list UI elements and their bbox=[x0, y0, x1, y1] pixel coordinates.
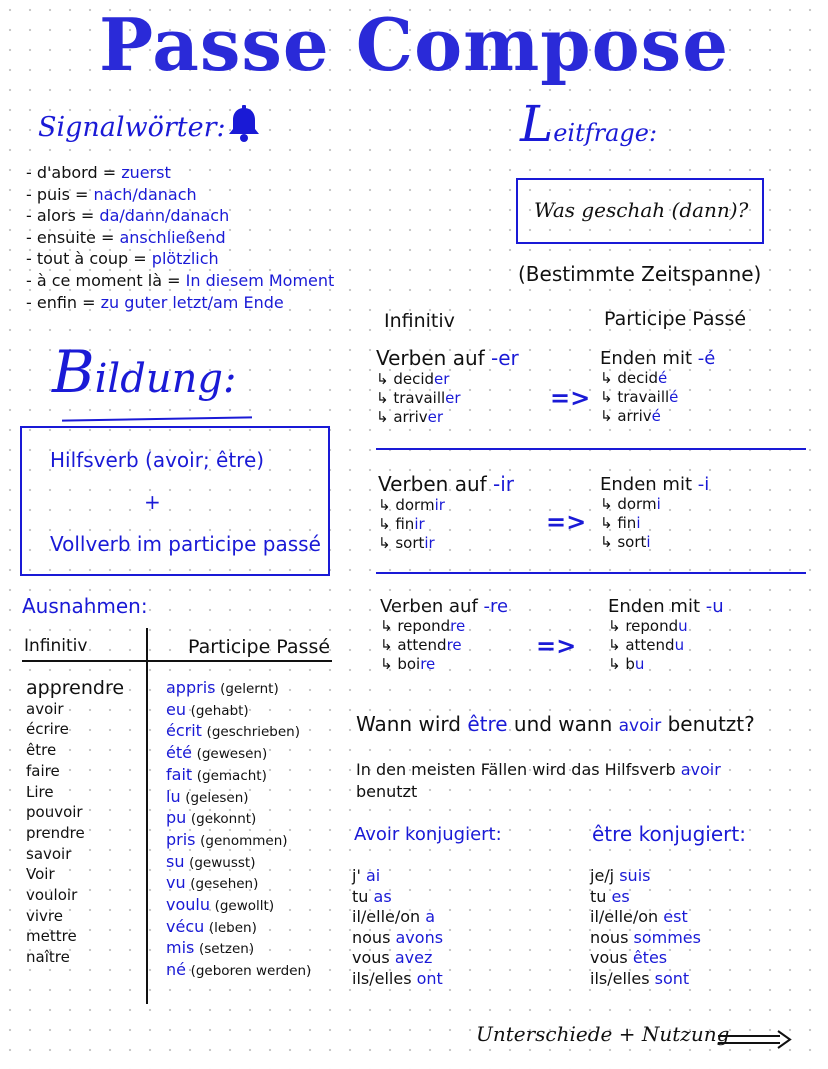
conj-pronoun: il/elle/on bbox=[352, 907, 421, 927]
conj-pronoun: il/elle/on bbox=[590, 907, 659, 927]
conj-verb: as bbox=[373, 886, 392, 906]
ausnahmen-translation: (setzen) bbox=[198, 941, 255, 958]
leitfrage-title bbox=[520, 95, 657, 153]
signal-fr: - d'abord = bbox=[26, 163, 117, 182]
ausnahmen-infinitiv: Lire bbox=[26, 782, 54, 801]
pp-stem: sort bbox=[617, 533, 647, 551]
conj-row bbox=[590, 969, 701, 990]
ausnahmen-infinitiv: vouloir bbox=[26, 886, 78, 905]
pp-stem: decid bbox=[617, 369, 659, 387]
ausnahmen-infinitiv: avoir bbox=[26, 699, 64, 718]
bildung-line2: Vollverb im participe passé bbox=[50, 532, 321, 556]
rule-head: Enden mit bbox=[600, 474, 693, 495]
ausnahmen-row bbox=[166, 873, 311, 895]
signal-item bbox=[26, 292, 334, 314]
pp-ending: i bbox=[656, 495, 661, 513]
ausnahmen-participe: fait bbox=[166, 764, 193, 784]
verb-stem: boi bbox=[397, 655, 421, 673]
bildung-plus: + bbox=[144, 490, 161, 514]
ausnahmen-translation: (genommen) bbox=[200, 832, 288, 849]
conj-verb: sommes bbox=[633, 927, 701, 947]
ausnahmen-row bbox=[166, 895, 311, 917]
rules-header-participe: Participe Passé bbox=[604, 308, 747, 330]
signal-de: zu guter letzt/am Ende bbox=[100, 292, 284, 312]
ausnahmen-participe-column bbox=[166, 678, 311, 982]
ausnahmen-row bbox=[166, 960, 311, 982]
ausnahmen-participe: vu bbox=[166, 873, 186, 893]
conj-row bbox=[352, 948, 443, 969]
rule-group-re-left: Verben auf -re ↳ repondre ↳ attendre ↳ boire bbox=[380, 596, 509, 673]
ausnahmen-infinitiv: Voir bbox=[26, 865, 55, 884]
pp-ending: u bbox=[674, 636, 685, 654]
conj-row bbox=[352, 969, 443, 990]
ausnahmen-row bbox=[166, 721, 311, 743]
rule-group-ir-left: Verben auf -ir ↳ dormir ↳ finir ↳ sortir bbox=[378, 472, 515, 552]
pp-ending: i bbox=[636, 514, 641, 532]
usage-question bbox=[356, 712, 755, 736]
signal-item bbox=[26, 248, 334, 270]
verb-ending: ir bbox=[414, 515, 425, 533]
ausnahmen-infinitiv-column bbox=[26, 678, 124, 968]
pp-ending: i bbox=[646, 533, 651, 551]
ausnahmen-translation: (leben) bbox=[208, 919, 257, 936]
signal-de: anschließend bbox=[119, 227, 226, 247]
rule-suffix: -re bbox=[483, 596, 509, 617]
conj-verb: a bbox=[425, 907, 436, 927]
verb-stem: sort bbox=[395, 534, 425, 552]
conj-verb: ont bbox=[416, 968, 443, 988]
ausnahmen-translation: (gekonnt) bbox=[190, 811, 257, 828]
verb-stem: repond bbox=[397, 617, 451, 635]
ausnahmen-translation: (geboren werden) bbox=[190, 963, 312, 980]
rule-suffix: -i bbox=[697, 474, 710, 495]
conj-pronoun: ils/elles bbox=[352, 968, 412, 988]
etre-conj-table bbox=[590, 866, 701, 990]
ausnahmen-title: Ausnahmen: bbox=[22, 594, 148, 618]
double-arrow-right-icon bbox=[718, 1030, 794, 1050]
pp-ending: u bbox=[634, 655, 645, 673]
ausnahmen-row bbox=[166, 938, 311, 960]
usage-q-text: und wann bbox=[513, 712, 613, 736]
ausnahmen-translation: (gewollt) bbox=[214, 898, 275, 915]
rules-header-infinitiv: Infinitiv bbox=[384, 310, 455, 332]
conj-verb: es bbox=[611, 886, 630, 906]
rule-head: Verben auf bbox=[380, 596, 478, 617]
conj-verb: avez bbox=[394, 948, 433, 968]
rule-group-er-right: Enden mit -é ↳ decidé ↳ travaillé ↳ arrivé bbox=[600, 348, 716, 425]
ausnahmen-infinitiv: apprendre bbox=[26, 677, 125, 699]
ausnahmen-infinitiv: être bbox=[26, 741, 57, 760]
signal-fr: - tout à coup = bbox=[26, 249, 147, 269]
ausnahmen-infinitiv: naître bbox=[26, 948, 70, 967]
conj-verb: êtes bbox=[632, 948, 668, 968]
pp-stem: repond bbox=[625, 617, 679, 635]
rule-suffix: -u bbox=[705, 596, 724, 617]
signal-de: zuerst bbox=[121, 163, 171, 182]
ausnahmen-translation: (geschrieben) bbox=[206, 724, 301, 741]
etre-conj-title: être konjugiert: bbox=[592, 822, 746, 846]
bildung-initial: B bbox=[52, 338, 95, 406]
pp-stem: dorm bbox=[617, 495, 657, 513]
pp-ending: é bbox=[651, 407, 661, 425]
ausnahmen-row bbox=[166, 678, 311, 700]
ausnahmen-translation: (gemacht) bbox=[196, 767, 267, 784]
verb-stem: decid bbox=[393, 370, 435, 388]
usage-note-text: In den meisten Fällen wird das Hilfsverb bbox=[356, 760, 676, 779]
ausnahmen-infinitiv: savoir bbox=[26, 844, 72, 863]
signal-fr: - ensuite = bbox=[26, 227, 115, 247]
ausnahmen-participe: né bbox=[166, 960, 186, 980]
pp-ending: é bbox=[658, 369, 668, 387]
verb-ending: re bbox=[450, 617, 466, 635]
pp-stem: b bbox=[625, 655, 635, 673]
conj-pronoun: vous bbox=[590, 948, 628, 968]
pp-stem: attend bbox=[625, 636, 675, 654]
leitfrage-note: (Bestimmte Zeitspanne) bbox=[518, 262, 762, 286]
rule-group-re-right: Enden mit -u ↳ repondu ↳ attendu ↳ bu bbox=[608, 596, 724, 673]
footer-next-topic: Unterschiede + Nutzung bbox=[476, 1022, 730, 1046]
signal-item bbox=[26, 227, 334, 249]
conj-pronoun: tu bbox=[352, 886, 369, 906]
leitfrage-rest: eitfrage: bbox=[553, 119, 658, 147]
ausnahmen-translation: (gewusst) bbox=[189, 854, 256, 871]
ausnahmen-header-line bbox=[22, 660, 332, 662]
verb-stem: dorm bbox=[395, 496, 435, 514]
ausnahmen-infinitiv: écrire bbox=[26, 720, 69, 739]
rule-head: Enden mit bbox=[600, 348, 693, 369]
ausnahmen-column-line bbox=[146, 628, 148, 1004]
ausnahmen-row bbox=[166, 787, 311, 809]
leitfrage-initial: L bbox=[520, 95, 554, 153]
ausnahmen-participe: écrit bbox=[166, 721, 202, 741]
rule-arrow: => bbox=[550, 384, 591, 412]
ausnahmen-col-participe: Participe Passé bbox=[188, 636, 331, 658]
signalwoerter-list bbox=[26, 162, 334, 313]
ausnahmen-row bbox=[166, 765, 311, 787]
ausnahmen-participe: lu bbox=[166, 786, 181, 806]
rule-suffix: -ir bbox=[493, 472, 515, 496]
rule-group-ir-right: Enden mit -i ↳ dormi ↳ fini ↳ sorti bbox=[600, 474, 710, 551]
signal-de: da/dann/danach bbox=[99, 206, 230, 226]
ausnahmen-translation: (gelernt) bbox=[220, 681, 279, 697]
verb-ending: er bbox=[434, 370, 450, 388]
ausnahmen-participe: pu bbox=[166, 808, 187, 828]
ausnahmen-infinitiv: faire bbox=[26, 761, 60, 780]
verb-ending: re bbox=[446, 636, 462, 654]
conj-pronoun: nous bbox=[352, 927, 391, 947]
ausnahmen-participe: appris bbox=[166, 678, 216, 697]
rule-divider bbox=[376, 572, 806, 574]
bildung-underline bbox=[62, 416, 252, 421]
bell-icon bbox=[224, 104, 264, 144]
usage-q-avoir: avoir bbox=[618, 716, 662, 736]
ausnahmen-participe: voulu bbox=[166, 895, 210, 915]
verb-ending: er bbox=[445, 389, 461, 407]
signal-item bbox=[26, 270, 334, 292]
verb-stem: travaill bbox=[393, 389, 446, 407]
ausnahmen-translation: (gehabt) bbox=[190, 702, 249, 719]
rule-suffix: -er bbox=[491, 346, 519, 370]
conj-verb: ai bbox=[365, 866, 381, 885]
conj-pronoun: ils/elles bbox=[590, 968, 650, 988]
conj-row bbox=[590, 887, 701, 908]
signalwoerter-title: Signalwörter: bbox=[38, 112, 226, 143]
conj-verb: sont bbox=[654, 968, 690, 988]
signal-fr: - à ce moment là = bbox=[26, 270, 181, 290]
ausnahmen-participe: pris bbox=[166, 829, 196, 849]
ausnahmen-row bbox=[166, 917, 311, 939]
rule-arrow: => bbox=[536, 632, 577, 660]
conj-row bbox=[590, 907, 701, 928]
conj-row bbox=[352, 887, 443, 908]
verb-ending: ir bbox=[434, 496, 445, 514]
conj-pronoun: j' bbox=[352, 866, 361, 885]
ausnahmen-row bbox=[166, 808, 311, 830]
ausnahmen-row bbox=[166, 852, 311, 874]
ausnahmen-translation: (gelesen) bbox=[185, 789, 249, 806]
bildung-rest: ildung: bbox=[94, 356, 237, 402]
conj-row bbox=[352, 866, 443, 887]
usage-q-etre: être bbox=[467, 712, 508, 736]
ausnahmen-participe: mis bbox=[166, 938, 195, 958]
rule-group-er-left: Verben auf -er ↳ decider ↳ travailler ↳ arriver bbox=[376, 346, 519, 426]
ausnahmen-row bbox=[166, 830, 311, 852]
verb-stem: arriv bbox=[393, 408, 428, 426]
ausnahmen-participe: su bbox=[166, 851, 185, 871]
rule-suffix: -é bbox=[697, 348, 716, 369]
signal-item bbox=[26, 162, 334, 184]
leitfrage-question: Was geschah (dann)? bbox=[534, 198, 749, 222]
conj-pronoun: tu bbox=[590, 886, 607, 906]
ausnahmen-infinitiv: pouvoir bbox=[26, 803, 83, 822]
verb-ending: ir bbox=[424, 534, 435, 552]
ausnahmen-participe: été bbox=[166, 743, 192, 763]
signal-fr: - alors = bbox=[26, 206, 95, 226]
rule-head: Enden mit bbox=[608, 596, 701, 617]
ausnahmen-col-infinitiv: Infinitiv bbox=[24, 636, 88, 656]
ausnahmen-row bbox=[166, 743, 311, 765]
pp-ending: é bbox=[669, 388, 679, 406]
usage-q-text: benutzt? bbox=[667, 712, 755, 736]
conj-row bbox=[590, 866, 701, 887]
conj-row bbox=[352, 907, 443, 928]
usage-note-avoir: avoir bbox=[680, 760, 721, 779]
ausnahmen-translation: (gesehen) bbox=[190, 876, 259, 893]
signal-item bbox=[26, 184, 334, 206]
pp-stem: arriv bbox=[617, 407, 652, 425]
ausnahmen-participe: eu bbox=[166, 699, 186, 719]
conj-pronoun: nous bbox=[590, 927, 629, 947]
usage-note-line1 bbox=[356, 760, 721, 779]
ausnahmen-infinitiv: prendre bbox=[26, 823, 85, 842]
avoir-conj-title: Avoir konjugiert: bbox=[354, 824, 502, 845]
ausnahmen-translation: (gewesen) bbox=[196, 746, 268, 763]
conj-pronoun: je/j bbox=[590, 866, 615, 885]
signal-de: nach/danach bbox=[93, 184, 197, 204]
avoir-conj-table bbox=[352, 866, 443, 990]
conj-row bbox=[590, 928, 701, 949]
conj-row bbox=[590, 948, 701, 969]
verb-ending: re bbox=[420, 655, 436, 673]
verb-ending: er bbox=[427, 408, 444, 426]
ausnahmen-infinitiv: mettre bbox=[26, 927, 77, 946]
conj-pronoun: vous bbox=[352, 948, 390, 968]
conj-verb: suis bbox=[619, 866, 651, 885]
signal-de: plötzlich bbox=[151, 249, 219, 269]
pp-stem: fin bbox=[617, 514, 637, 532]
signal-fr: - enfin = bbox=[26, 292, 96, 312]
ausnahmen-infinitiv: vivre bbox=[26, 906, 63, 925]
rule-head: Verben auf bbox=[376, 346, 485, 370]
signal-item bbox=[26, 205, 334, 227]
conj-verb: avons bbox=[395, 927, 444, 947]
ausnahmen-row bbox=[166, 700, 311, 722]
bildung-title bbox=[52, 338, 236, 406]
rule-arrow: => bbox=[546, 508, 587, 536]
pp-ending: u bbox=[678, 617, 688, 635]
conj-row bbox=[352, 928, 443, 949]
verb-stem: fin bbox=[395, 515, 415, 533]
conj-verb: est bbox=[663, 907, 688, 927]
rule-divider bbox=[376, 448, 806, 450]
usage-note-line2: benutzt bbox=[356, 782, 418, 801]
rule-head: Verben auf bbox=[378, 472, 487, 496]
usage-q-text: Wann wird bbox=[356, 712, 461, 736]
signal-fr: - puis = bbox=[26, 184, 89, 204]
bildung-line1: Hilfsverb (avoir; être) bbox=[50, 448, 265, 472]
pp-stem: travaill bbox=[617, 388, 670, 406]
ausnahmen-participe: vécu bbox=[166, 916, 205, 936]
signal-de: In diesem Moment bbox=[185, 270, 335, 290]
page-title: Passe Compose bbox=[98, 2, 730, 87]
verb-stem: attend bbox=[397, 636, 447, 654]
